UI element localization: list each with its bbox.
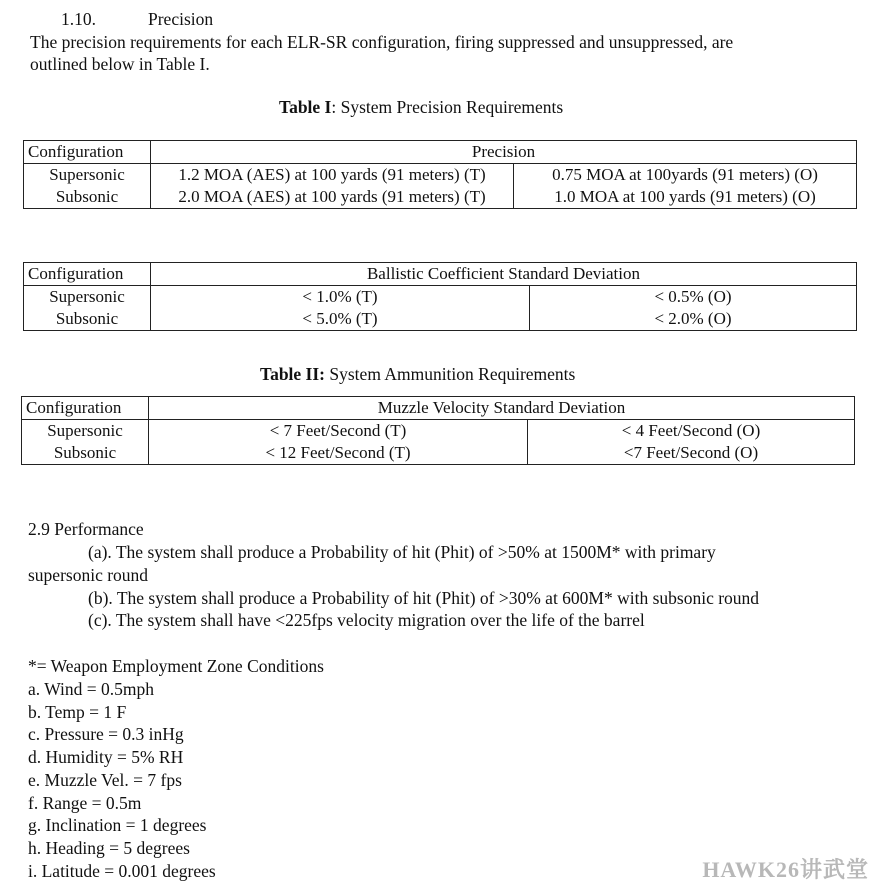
objective-cell: < 4 Feet/Second (O) xyxy=(528,420,855,443)
intro-line-1: The precision requirements for each ELR-SR configuration, firing suppressed and unsuppressed, are xyxy=(30,32,734,52)
condition-item: e. Muzzle Vel. = 7 fps xyxy=(28,770,182,790)
performance-heading: 2.9 Performance xyxy=(28,519,144,539)
config-cell: Supersonic xyxy=(22,420,149,443)
config-cell: Supersonic xyxy=(24,286,151,309)
table-row xyxy=(22,442,855,465)
condition-item: b. Temp = 1 F xyxy=(28,702,127,722)
table2-caption xyxy=(260,363,575,385)
condition-item: f. Range = 0.5m xyxy=(28,793,142,813)
objective-cell: 1.0 MOA at 100 yards (91 meters) (O) xyxy=(514,186,857,209)
objective-cell: < 2.0% (O) xyxy=(530,308,857,331)
table1-caption xyxy=(279,96,563,118)
precision-table xyxy=(23,140,857,209)
performance-item-a-continued: supersonic round xyxy=(28,565,149,585)
condition-item: a. Wind = 0.5mph xyxy=(28,679,154,699)
table-row xyxy=(22,420,855,443)
ballistic-coefficient-table xyxy=(23,262,857,331)
header-muzzle-velocity: Muzzle Velocity Standard Deviation xyxy=(149,397,855,420)
header-precision: Precision xyxy=(151,141,857,164)
header-configuration: Configuration xyxy=(22,397,149,420)
objective-cell: < 0.5% (O) xyxy=(530,286,857,309)
condition-item: d. Humidity = 5% RH xyxy=(28,747,184,767)
table-header-row xyxy=(24,141,857,164)
threshold-cell: < 1.0% (T) xyxy=(151,286,530,309)
table1-caption-label: Table I xyxy=(279,97,332,117)
threshold-cell: 2.0 MOA (AES) at 100 yards (91 meters) (T) xyxy=(151,186,514,209)
section-number: 1.10. xyxy=(61,9,96,29)
table-row xyxy=(24,286,857,309)
conditions-heading: *= Weapon Employment Zone Conditions xyxy=(28,656,324,676)
objective-cell: 0.75 MOA at 100yards (91 meters) (O) xyxy=(514,164,857,187)
config-cell: Supersonic xyxy=(24,164,151,187)
table-header-row xyxy=(24,263,857,286)
condition-item: g. Inclination = 1 degrees xyxy=(28,815,207,835)
table1-caption-text: : System Precision Requirements xyxy=(331,97,564,117)
condition-item: c. Pressure = 0.3 inHg xyxy=(28,724,184,744)
threshold-cell: < 12 Feet/Second (T) xyxy=(149,442,528,465)
table-row xyxy=(24,164,857,187)
header-configuration: Configuration xyxy=(24,141,151,164)
threshold-cell: 1.2 MOA (AES) at 100 yards (91 meters) (T) xyxy=(151,164,514,187)
performance-item-a: (a). The system shall produce a Probability of hit (Phit) of >50% at 1500M* with primary xyxy=(88,542,716,562)
muzzle-velocity-table xyxy=(21,396,855,465)
config-cell: Subsonic xyxy=(24,186,151,209)
performance-item-c: (c). The system shall have <225fps velocity migration over the life of the barrel xyxy=(88,610,645,630)
table2-caption-text: System Ammunition Requirements xyxy=(325,364,576,384)
header-ballistic-coefficient: Ballistic Coefficient Standard Deviation xyxy=(151,263,857,286)
threshold-cell: < 5.0% (T) xyxy=(151,308,530,331)
table-header-row xyxy=(22,397,855,420)
table-row xyxy=(24,186,857,209)
table-row xyxy=(24,308,857,331)
config-cell: Subsonic xyxy=(22,442,149,465)
header-configuration: Configuration xyxy=(24,263,151,286)
performance-item-b: (b). The system shall produce a Probability of hit (Phit) of >30% at 600M* with subsonic round xyxy=(88,588,760,608)
watermark-logo: HAWK26讲武堂 xyxy=(702,857,869,882)
section-title: Precision xyxy=(148,9,214,29)
condition-item: i. Latitude = 0.001 degrees xyxy=(28,861,216,881)
intro-line-2: outlined below in Table I. xyxy=(30,54,210,74)
condition-item: h. Heading = 5 degrees xyxy=(28,838,190,858)
objective-cell: <7 Feet/Second (O) xyxy=(528,442,855,465)
config-cell: Subsonic xyxy=(24,308,151,331)
table2-caption-label: Table II: xyxy=(260,364,326,384)
threshold-cell: < 7 Feet/Second (T) xyxy=(149,420,528,443)
